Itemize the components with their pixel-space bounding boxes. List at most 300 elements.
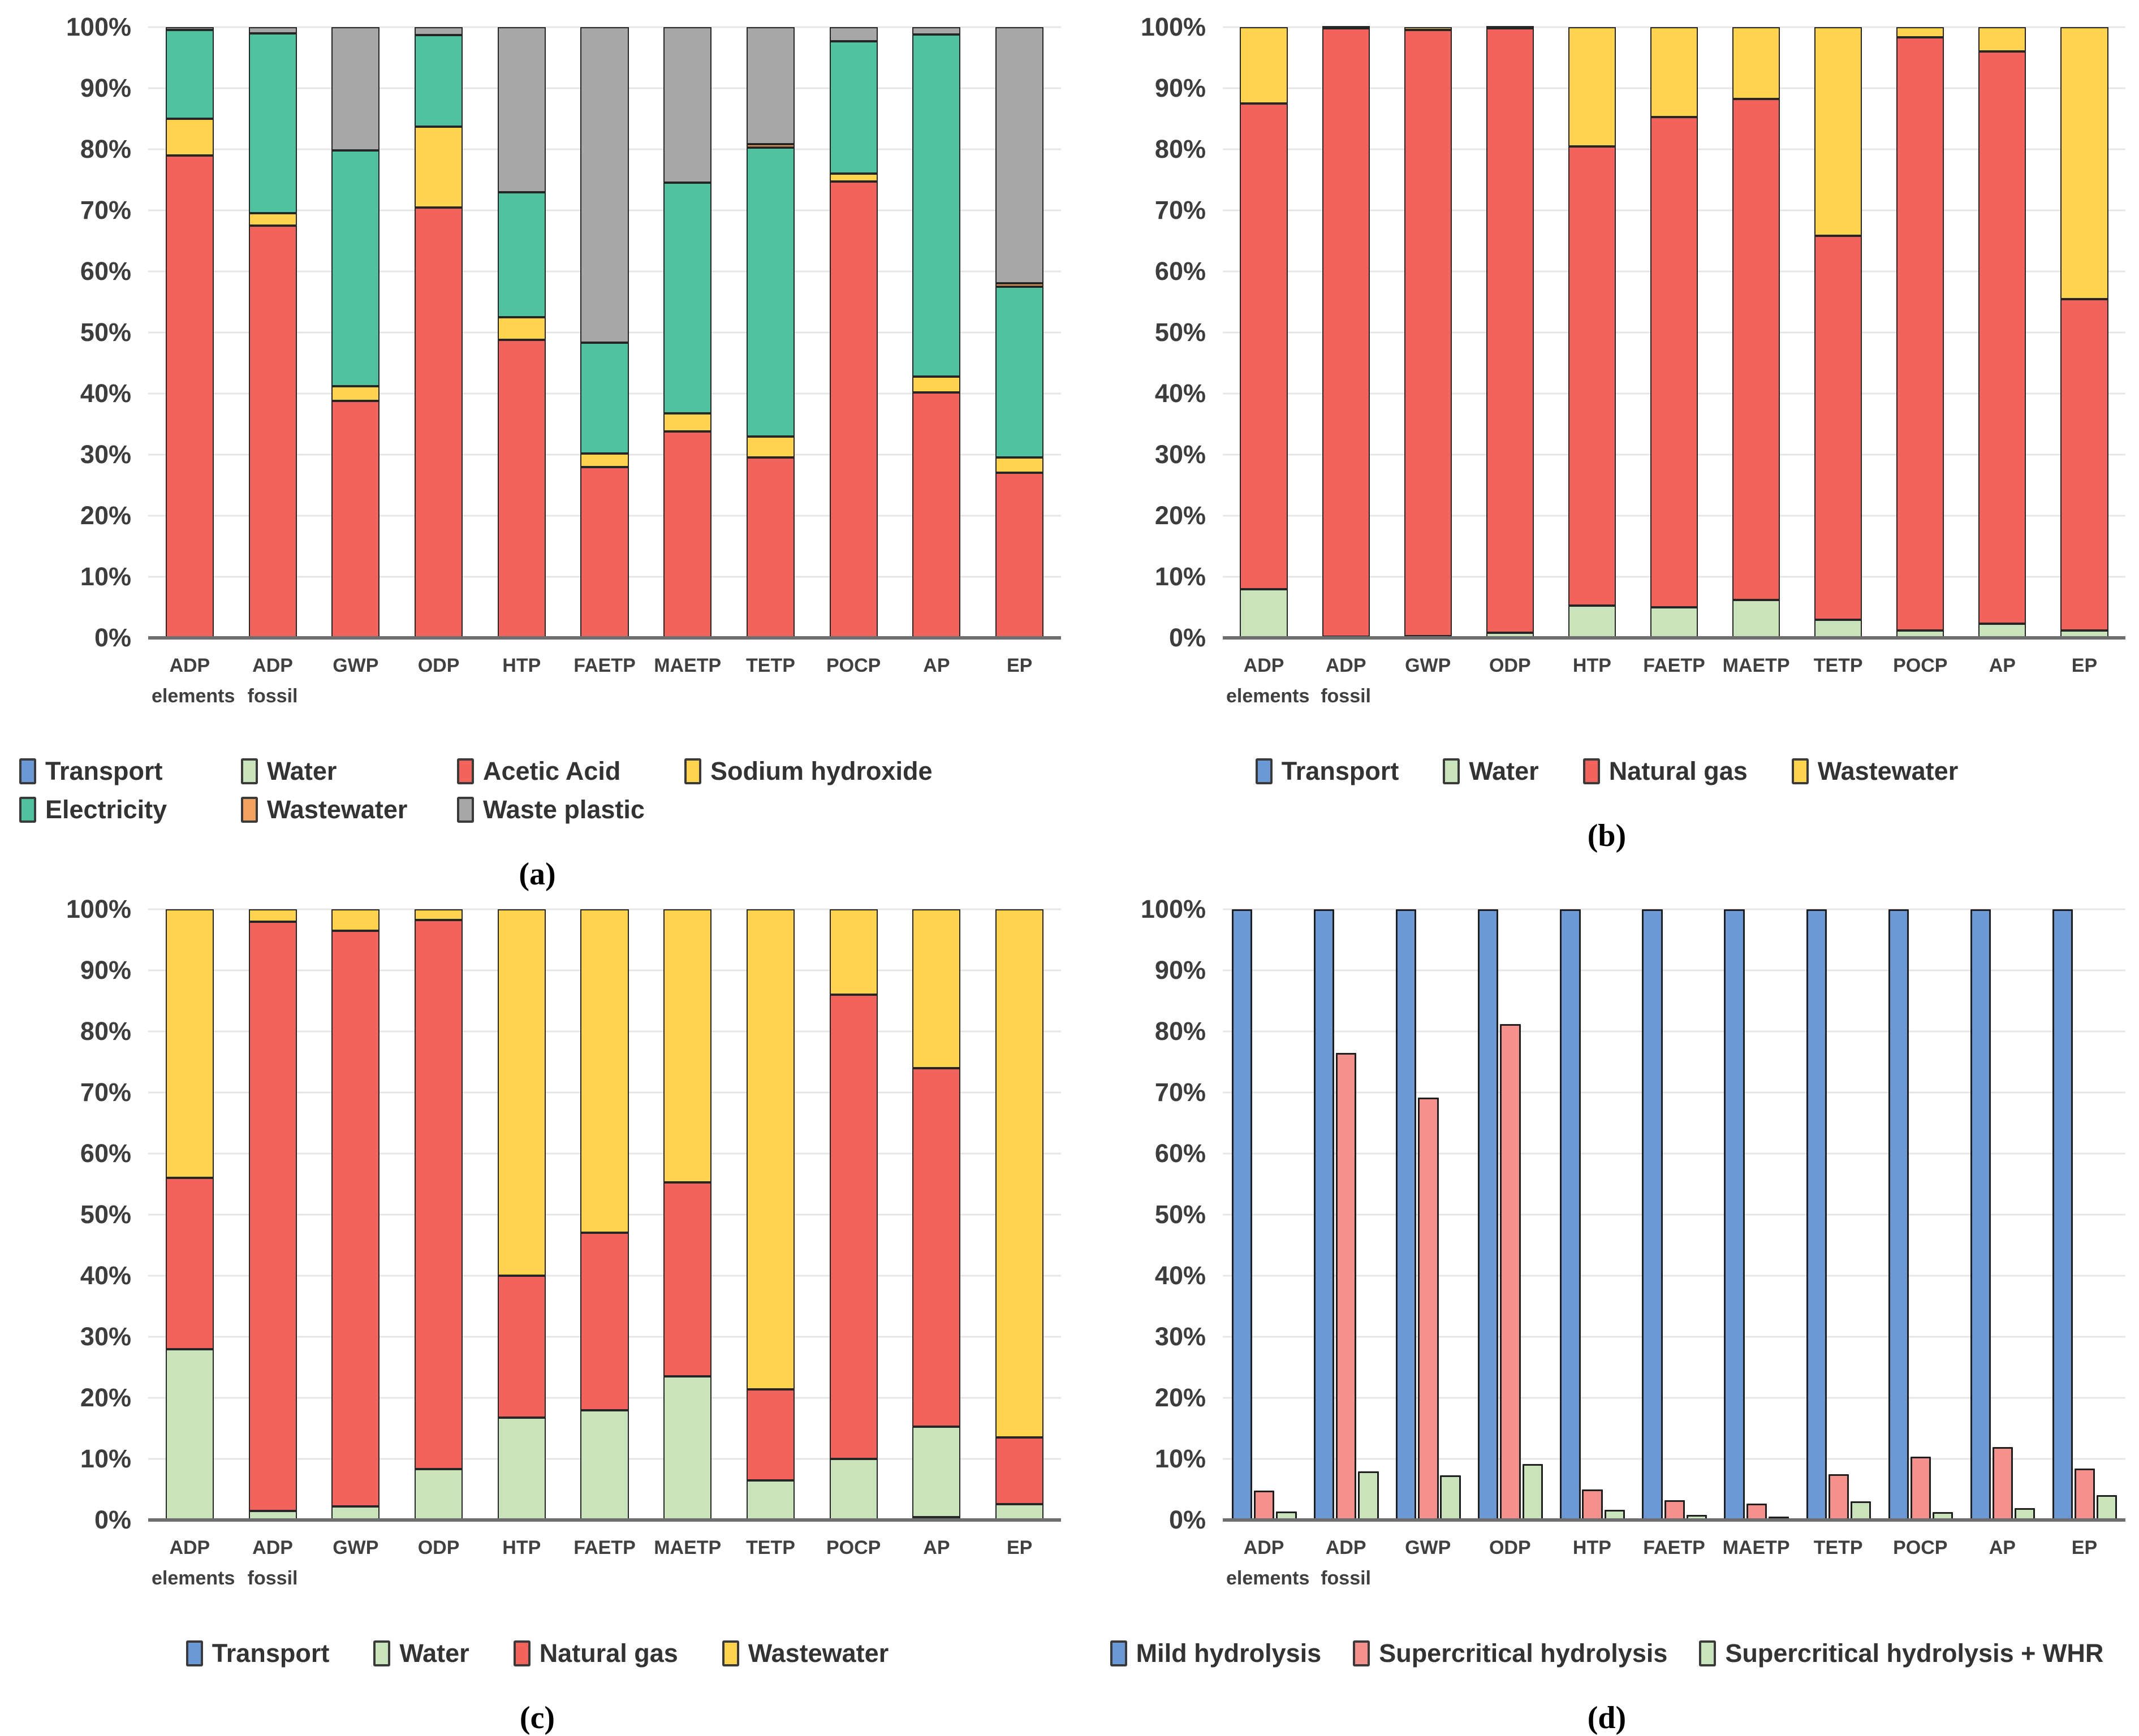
- segment-sodium-hydroxide: [747, 437, 795, 458]
- y-tick-label: 50%: [80, 1200, 131, 1229]
- panel-c: [0, 882, 1075, 1735]
- bar-group-faetp: [563, 909, 646, 1520]
- bar-group-adp-elements: [1223, 27, 1305, 638]
- panel-d: [1075, 882, 2139, 1735]
- segment-wastewater: [1732, 27, 1780, 99]
- bar-group-adp-elements: [148, 27, 231, 638]
- y-axis: [1088, 895, 1223, 1534]
- segment-waste-plastic: [498, 27, 546, 192]
- x-category-label: MAETP: [1722, 655, 1790, 676]
- plot-column: [148, 27, 1061, 737]
- segment-sodium-hydroxide: [415, 127, 463, 208]
- y-tick-label: 0%: [1168, 623, 1206, 652]
- bar-supercritical-hydrolysis: [2075, 1469, 2095, 1520]
- plot-area: [1223, 909, 2125, 1520]
- bar-supercritical-hydrolysis-whr: [1523, 1464, 1543, 1520]
- bar-group-odp: [1469, 909, 1551, 1520]
- y-tick-label: 70%: [1154, 196, 1206, 224]
- plot-area: [1223, 27, 2125, 638]
- bar-mild-hydrolysis: [1478, 909, 1498, 1520]
- segment-acetic-acid: [580, 467, 628, 638]
- bar-group-adp-fossil: [231, 27, 314, 638]
- segment-natural-gas: [1732, 99, 1780, 600]
- x-category-label: ADP elements: [1226, 655, 1310, 707]
- bar-mild-hydrolysis: [1396, 909, 1416, 1520]
- segment-water: [830, 1459, 878, 1520]
- y-tick-label: 70%: [80, 196, 131, 224]
- bar-group-gwp: [314, 27, 397, 638]
- bar-supercritical-hydrolysis: [1664, 1500, 1685, 1520]
- x-category-label: AP: [1989, 655, 2016, 676]
- y-tick-label: 100%: [66, 895, 131, 923]
- bar-group-gwp: [1387, 909, 1469, 1520]
- segment-acetic-acid: [166, 156, 214, 638]
- bar-supercritical-hydrolysis-whr: [1440, 1475, 1460, 1520]
- legend-swatch: [241, 758, 258, 784]
- panel-caption: (d): [1587, 1700, 1627, 1735]
- y-tick-label: 60%: [80, 257, 131, 286]
- legend-item-water: [373, 1639, 469, 1668]
- legend-label: Water: [267, 757, 337, 785]
- segment-wastewater: [663, 909, 711, 1182]
- segment-water: [498, 1418, 546, 1520]
- legend-item-supercritical-hydrolysis: [1353, 1639, 1667, 1668]
- bar-group-ap: [895, 909, 978, 1520]
- y-tick-label: 10%: [80, 1444, 131, 1473]
- segment-natural-gas: [415, 920, 463, 1469]
- segment-acetic-acid: [331, 401, 380, 638]
- legend-swatch: [1792, 758, 1809, 784]
- bar-group-maetp: [646, 27, 729, 638]
- bar-group-ep: [2043, 27, 2125, 638]
- bar-mild-hydrolysis: [1232, 909, 1252, 1520]
- y-tick-label: 100%: [1140, 12, 1206, 41]
- segment-wastewater: [995, 909, 1043, 1437]
- segment-water: [747, 1480, 795, 1520]
- bar-group-gwp: [1387, 27, 1469, 638]
- legend-label: Wastewater: [1817, 757, 1959, 785]
- bar-mild-hydrolysis: [1560, 909, 1580, 1520]
- bar-supercritical-hydrolysis: [1828, 1474, 1849, 1520]
- segment-acetic-acid: [912, 392, 960, 638]
- segment-waste-plastic: [995, 27, 1043, 283]
- bar-group-adp-elements: [148, 909, 231, 1520]
- x-category-label: TETP: [745, 1537, 795, 1558]
- legend-swatch: [1256, 758, 1273, 784]
- legend-label: Transport: [212, 1639, 330, 1668]
- legend-item-wastewater: [1792, 757, 1958, 786]
- x-category-label: ADP elements: [152, 1537, 235, 1590]
- segment-electricity: [747, 148, 795, 437]
- y-tick-label: 40%: [1154, 1261, 1206, 1290]
- x-axis: [148, 647, 1061, 737]
- x-category-label: EP: [1006, 655, 1033, 676]
- y-tick-label: 50%: [1154, 318, 1206, 347]
- y-tick-label: 20%: [1154, 1383, 1206, 1412]
- x-category-label: FAETP: [1643, 655, 1705, 676]
- segment-acetic-acid: [498, 340, 546, 638]
- segment-waste-plastic: [663, 27, 711, 183]
- bar-group-adp-fossil: [231, 909, 314, 1520]
- x-axis: [1223, 1529, 2125, 1620]
- bar-group-faetp: [1633, 27, 1715, 638]
- x-category-label: ODP: [417, 655, 460, 676]
- segment-wastewater: [995, 283, 1043, 287]
- segment-wastewater: [580, 909, 628, 1233]
- segment-acetic-acid: [995, 473, 1043, 638]
- segment-natural-gas: [498, 1276, 546, 1418]
- bar-group-ap: [1961, 27, 2043, 638]
- segment-water: [580, 1410, 628, 1520]
- segment-sodium-hydroxide: [912, 377, 960, 392]
- segment-electricity: [995, 287, 1043, 457]
- bar-supercritical-hydrolysis-whr: [2097, 1495, 2117, 1520]
- legend-swatch: [373, 1640, 390, 1666]
- legend-swatch: [1699, 1640, 1716, 1666]
- legend-swatch: [684, 758, 701, 784]
- y-tick-label: 90%: [1154, 74, 1206, 102]
- y-tick-label: 80%: [1154, 135, 1206, 163]
- segment-sodium-hydroxide: [331, 386, 380, 401]
- y-tick-label: 0%: [1168, 1505, 1206, 1534]
- segment-electricity: [830, 41, 878, 174]
- segment-acetic-acid: [747, 457, 795, 638]
- segment-electricity: [580, 343, 628, 453]
- segment-wastewater: [331, 909, 380, 931]
- segment-water: [415, 1469, 463, 1520]
- segment-wastewater: [415, 909, 463, 920]
- legend-item-water: [241, 757, 457, 786]
- segment-electricity: [663, 183, 711, 413]
- x-category-label: HTP: [1572, 655, 1611, 676]
- bar-group-htp: [480, 909, 563, 1520]
- legend-item-transport: [186, 1639, 330, 1668]
- bar-group-pocp: [812, 27, 895, 638]
- x-category-label: ODP: [1489, 1537, 1531, 1558]
- y-tick-label: 30%: [80, 440, 131, 469]
- bar-group-pocp: [1879, 27, 1961, 638]
- x-category-label: TETP: [1813, 655, 1863, 676]
- y-tick-label: 10%: [1154, 562, 1206, 591]
- x-category-label: TETP: [745, 655, 795, 676]
- x-category-label: GWP: [1405, 655, 1451, 676]
- segment-wastewater: [1240, 27, 1287, 103]
- x-category-label: POCP: [826, 1537, 881, 1558]
- y-axis: [1088, 12, 1223, 652]
- x-category-label: FAETP: [1643, 1537, 1705, 1558]
- legend-item-mild-hydrolysis: [1110, 1639, 1322, 1668]
- legend-label: Mild hydrolysis: [1136, 1639, 1322, 1668]
- y-tick-label: 30%: [80, 1322, 131, 1351]
- segment-water: [1732, 600, 1780, 638]
- legend-label: Supercritical hydrolysis + WHR: [1725, 1639, 2104, 1668]
- bar-group-maetp: [646, 909, 729, 1520]
- bar-group-odp: [397, 27, 480, 638]
- x-category-label: EP: [1006, 1537, 1033, 1558]
- bar-supercritical-hydrolysis: [1993, 1447, 2013, 1520]
- bar-mild-hydrolysis: [1724, 909, 1744, 1520]
- segment-waste-plastic: [747, 27, 795, 144]
- x-axis-line: [148, 1518, 1061, 1522]
- legend-swatch: [1443, 758, 1460, 784]
- bar-supercritical-hydrolysis: [1911, 1457, 1931, 1520]
- segment-water: [995, 1504, 1043, 1520]
- legend-swatch: [241, 797, 258, 823]
- x-category-label: FAETP: [573, 655, 636, 676]
- bar-supercritical-hydrolysis: [1500, 1024, 1520, 1520]
- x-category-label: EP: [2071, 655, 2098, 676]
- y-tick-label: 40%: [80, 1261, 131, 1290]
- segment-natural-gas: [995, 1437, 1043, 1504]
- bar-group-maetp: [1715, 909, 1797, 1520]
- legend-item-natural-gas: [514, 1639, 678, 1668]
- segment-sodium-hydroxide: [580, 454, 628, 467]
- bar-group-tetp: [1797, 909, 1879, 1520]
- legend-item-transport: [19, 757, 241, 786]
- y-tick-label: 20%: [80, 1383, 131, 1412]
- bar-supercritical-hydrolysis: [1582, 1489, 1602, 1520]
- bar-group-pocp: [1879, 909, 1961, 1520]
- segment-electricity: [498, 192, 546, 317]
- segment-natural-gas: [830, 995, 878, 1459]
- segment-electricity: [249, 33, 297, 214]
- bar-group-odp: [397, 909, 480, 1520]
- segment-wastewater: [1404, 27, 1452, 30]
- panel-caption: (b): [1587, 818, 1627, 853]
- legend-swatch: [457, 758, 474, 784]
- y-tick-label: 60%: [80, 1139, 131, 1168]
- segment-waste-plastic: [830, 27, 878, 41]
- y-tick-label: 60%: [1154, 1139, 1206, 1168]
- legend: [14, 1639, 1061, 1668]
- legend-item-supercritical-hydrolysis-whr: [1699, 1639, 2103, 1668]
- segment-wastewater: [1568, 27, 1616, 146]
- x-category-label: ODP: [1489, 655, 1531, 676]
- segment-wastewater: [249, 909, 297, 922]
- legend-item-water: [1443, 757, 1538, 786]
- x-category-label: POCP: [1893, 1537, 1948, 1558]
- bar-supercritical-hydrolysis-whr: [1851, 1501, 1871, 1520]
- x-category-label: HTP: [502, 1537, 541, 1558]
- segment-natural-gas: [249, 922, 297, 1511]
- legend-label: Transport: [1281, 757, 1399, 785]
- bar-group-gwp: [314, 909, 397, 1520]
- bar-group-faetp: [563, 27, 646, 638]
- y-tick-label: 50%: [1154, 1200, 1206, 1229]
- x-axis: [1223, 647, 2125, 737]
- x-category-label: GWP: [1405, 1537, 1451, 1558]
- segment-natural-gas: [1814, 236, 1862, 619]
- legend-swatch: [19, 797, 36, 823]
- bar-group-tetp: [729, 909, 812, 1520]
- plot-column: [1223, 27, 2125, 737]
- chart-b: [1088, 8, 2125, 737]
- segment-electricity: [166, 30, 214, 119]
- x-category-label: FAETP: [573, 1537, 636, 1558]
- segment-natural-gas: [166, 1178, 214, 1349]
- legend-item-wastewater: [722, 1639, 889, 1668]
- segment-acetic-acid: [415, 208, 463, 638]
- legend-item-acetic-acid: [457, 757, 684, 786]
- segment-acetic-acid: [830, 182, 878, 638]
- segment-wastewater: [1650, 27, 1698, 117]
- segment-wastewater: [2060, 27, 2108, 299]
- bar-mild-hydrolysis: [1642, 909, 1662, 1520]
- segment-electricity: [331, 150, 380, 386]
- x-category-label: MAETP: [654, 655, 722, 676]
- plot-column: [1223, 909, 2125, 1620]
- segment-sodium-hydroxide: [498, 317, 546, 340]
- legend-swatch: [722, 1640, 739, 1666]
- segment-sodium-hydroxide: [830, 174, 878, 182]
- segment-natural-gas: [747, 1389, 795, 1480]
- y-tick-label: 0%: [94, 623, 131, 652]
- bar-supercritical-hydrolysis-whr: [1358, 1471, 1378, 1520]
- legend-label: Water: [399, 1639, 469, 1668]
- legend-label: Waste plastic: [483, 795, 645, 824]
- segment-wastewater: [498, 909, 546, 1276]
- segment-natural-gas: [1240, 103, 1287, 589]
- y-tick-label: 40%: [80, 379, 131, 408]
- bar-group-odp: [1469, 27, 1551, 638]
- legend-label: Sodium hydroxide: [710, 757, 933, 785]
- y-tick-label: 100%: [1140, 895, 1206, 923]
- legend: [1088, 1639, 2125, 1668]
- segment-natural-gas: [331, 931, 380, 1506]
- x-category-label: MAETP: [654, 1537, 722, 1558]
- chart-c: [14, 890, 1061, 1620]
- bar-group-ep: [978, 909, 1061, 1520]
- x-axis-line: [148, 636, 1061, 640]
- bar-mild-hydrolysis: [1888, 909, 1909, 1520]
- legend-item-transport: [1256, 757, 1399, 786]
- segment-water: [166, 1349, 214, 1520]
- bar-group-tetp: [1797, 27, 1879, 638]
- y-tick-label: 80%: [80, 135, 131, 163]
- chart-d: [1088, 890, 2125, 1620]
- segment-water: [1568, 606, 1616, 638]
- segment-wastewater: [1486, 26, 1534, 28]
- x-category-label: AP: [1989, 1537, 2016, 1558]
- bar-group-tetp: [729, 27, 812, 638]
- legend-swatch: [457, 797, 474, 823]
- segment-water: [912, 1427, 960, 1517]
- y-tick-label: 100%: [66, 12, 131, 41]
- legend-label: Acetic Acid: [483, 757, 621, 785]
- segment-natural-gas: [663, 1182, 711, 1376]
- segment-natural-gas: [1978, 51, 2026, 624]
- segment-waste-plastic: [415, 27, 463, 35]
- segment-natural-gas: [2060, 299, 2108, 631]
- segment-natural-gas: [1650, 117, 1698, 607]
- x-axis: [148, 1529, 1061, 1620]
- y-tick-label: 90%: [80, 956, 131, 984]
- segment-natural-gas: [1486, 28, 1534, 633]
- legend-item-waste-plastic: [457, 795, 684, 824]
- segment-natural-gas: [1896, 37, 1944, 631]
- segment-wastewater: [1978, 27, 2026, 51]
- segment-wastewater: [166, 909, 214, 1178]
- x-category-label: ADP elements: [152, 655, 235, 707]
- legend-label: Water: [1469, 757, 1539, 785]
- y-tick-label: 50%: [80, 318, 131, 347]
- legend: [1088, 757, 2125, 786]
- segment-sodium-hydroxide: [663, 413, 711, 431]
- y-tick-label: 90%: [80, 74, 131, 102]
- panel-caption: (a): [519, 857, 556, 892]
- segment-waste-plastic: [166, 27, 214, 30]
- segment-natural-gas: [580, 1233, 628, 1410]
- panel-caption: (c): [519, 1700, 555, 1735]
- x-category-label: HTP: [1572, 1537, 1611, 1558]
- bar-supercritical-hydrolysis: [1746, 1504, 1767, 1520]
- x-category-label: POCP: [1893, 655, 1948, 676]
- bar-group-ep: [978, 27, 1061, 638]
- legend-swatch: [514, 1640, 531, 1666]
- y-axis: [14, 895, 148, 1534]
- segment-water: [1240, 589, 1287, 638]
- legend-item-natural-gas: [1583, 757, 1748, 786]
- bar-supercritical-hydrolysis: [1254, 1491, 1274, 1520]
- bar-group-ap: [895, 27, 978, 638]
- y-tick-label: 90%: [1154, 956, 1206, 984]
- chart-a: [14, 8, 1061, 737]
- segment-acetic-acid: [249, 226, 297, 638]
- bar-group-adp-fossil: [1305, 909, 1387, 1520]
- x-category-label: GWP: [333, 655, 379, 676]
- legend-swatch: [19, 758, 36, 784]
- x-category-label: AP: [923, 1537, 950, 1558]
- legend-label: Wastewater: [267, 795, 408, 824]
- y-tick-label: 10%: [80, 562, 131, 591]
- y-tick-label: 40%: [1154, 379, 1206, 408]
- y-tick-label: 70%: [80, 1078, 131, 1107]
- segment-sodium-hydroxide: [249, 213, 297, 226]
- x-category-label: ADP fossil: [247, 655, 298, 707]
- legend-swatch: [186, 1640, 203, 1666]
- bar-group-adp-fossil: [1305, 27, 1387, 638]
- legend-label: Wastewater: [748, 1639, 889, 1668]
- bar-group-faetp: [1633, 909, 1715, 1520]
- legend-swatch: [1110, 1640, 1127, 1666]
- legend-item-electricity: [19, 795, 241, 824]
- segment-acetic-acid: [663, 431, 711, 638]
- x-category-label: EP: [2071, 1537, 2098, 1558]
- segment-waste-plastic: [331, 27, 380, 150]
- segment-wastewater: [1896, 27, 1944, 37]
- segment-electricity: [415, 35, 463, 127]
- bar-group-htp: [480, 27, 563, 638]
- y-tick-label: 20%: [1154, 501, 1206, 530]
- segment-waste-plastic: [912, 27, 960, 34]
- legend-item-sodium-hydroxide: [684, 757, 933, 786]
- y-tick-label: 60%: [1154, 257, 1206, 286]
- x-category-label: TETP: [1813, 1537, 1863, 1558]
- panel-a: [0, 0, 1075, 892]
- segment-natural-gas: [1568, 146, 1616, 606]
- bar-supercritical-hydrolysis: [1418, 1098, 1438, 1520]
- y-axis: [14, 12, 148, 652]
- legend-label: Supercritical hydrolysis: [1379, 1639, 1668, 1668]
- y-tick-label: 10%: [1154, 1444, 1206, 1473]
- segment-wastewater: [912, 909, 960, 1068]
- x-category-label: POCP: [826, 655, 881, 676]
- x-category-label: MAETP: [1722, 1537, 1790, 1558]
- x-category-label: ADP fossil: [247, 1537, 298, 1590]
- x-category-label: HTP: [502, 655, 541, 676]
- y-tick-label: 80%: [1154, 1017, 1206, 1046]
- bar-group-htp: [1551, 909, 1633, 1520]
